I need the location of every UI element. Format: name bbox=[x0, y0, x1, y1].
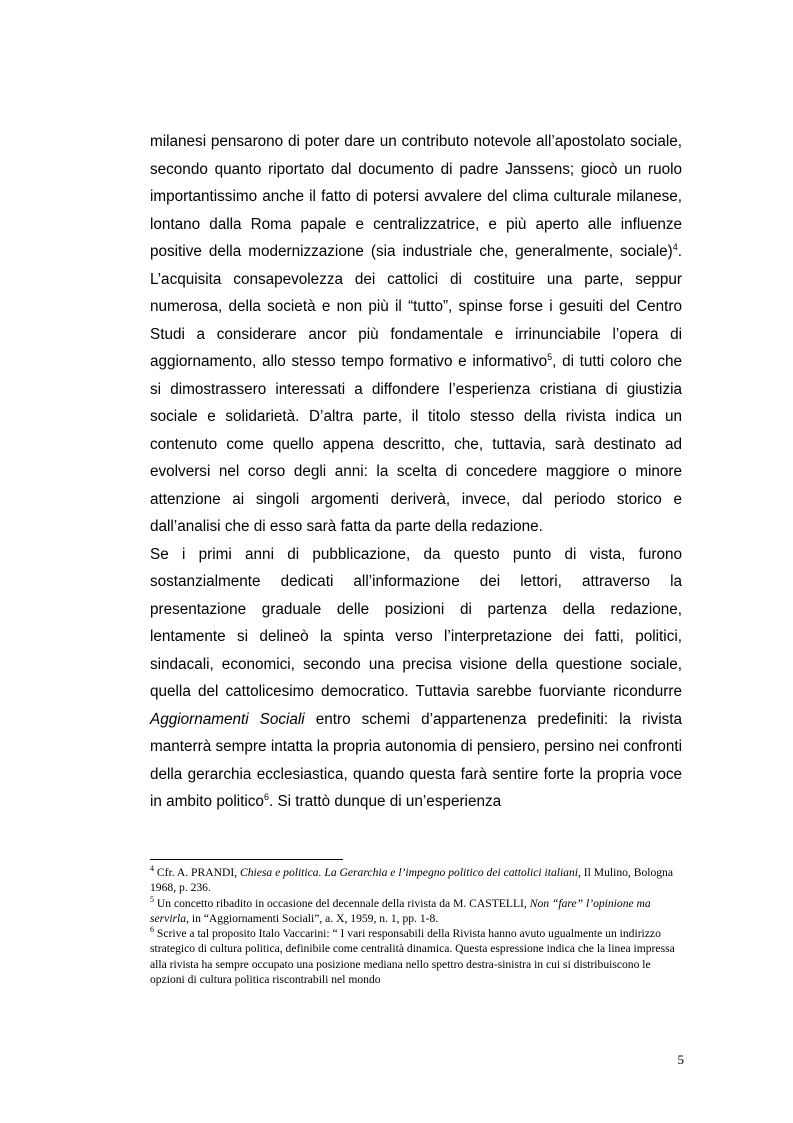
footnote-text: Cfr. A. PRANDI, bbox=[154, 866, 240, 879]
footnote-6 bbox=[150, 926, 685, 987]
footnotes bbox=[150, 865, 685, 987]
footnote-text: , Il Mulino, Bologna 1968, p. 236. bbox=[150, 866, 674, 895]
footnote-separator bbox=[150, 859, 343, 860]
footnote-book-title: Chiesa e politica. La Gerarchia e l’impegno politico dei cattolici italiani bbox=[240, 866, 578, 879]
paragraph-1-text-2: . L’acquisita consapevolezza dei cattolici di costituire una parte, seppur numerosa, della società e non più il “tutto”, spinse forse i gesuiti del Centro Studi a considerare ancor più fondamentale e irrinunciabile l’opera di aggiornamento, allo stesso tempo formativo e informativo bbox=[150, 243, 682, 370]
footnote-text: Un concetto ribadito in occasione del decennale della rivista da M. CASTELLI, bbox=[154, 896, 530, 910]
footnote-article-title: Non “fare” l’opinione ma servirla bbox=[150, 896, 651, 925]
footnote-number: 6 bbox=[150, 925, 154, 935]
journal-title: Aggiornamenti Sociali bbox=[150, 710, 305, 728]
paragraph-2-text-1: Se i primi anni di pubblicazione, da questo punto di vista, furono sostanzialmente dedicati all’informazione dei lettori, attraverso la presentazione graduale delle posizioni di partenza della redazione, lentamente si delineò la spinta verso l’interpretazione dei fatti, politici, sindacali, economici, secondo una precisa visione della questione sociale, quella del cattolicesimo democratico. Tuttavia sarebbe fuorviante ricondurre bbox=[150, 545, 682, 700]
footnote-text: Scrive a tal proposito Italo Vaccarini: “ I vari responsabili della Rivista hanno avuto ugualmente un indirizzo strategico di cultura politica, definibile come centralità dinamica. Questa espressione indica che la linea impressa alla rivista ha sempre occupato una posizione mediana nello spettro destra-sinistra in cui si distribuiscono le opzioni di cultura politica riscontrabili nel mondo bbox=[150, 927, 675, 987]
footnote-number: 5 bbox=[150, 894, 154, 904]
footnote-5 bbox=[150, 896, 685, 927]
paragraph-2-text-2: entro schemi d’appartenenza predefiniti: la rivista manterrà sempre intatta la propria autonomia di pensiero, persino nei confronti della gerarchia ecclesiastica, quando questa farà sentire forte la propria voce in ambito politico bbox=[150, 710, 682, 810]
footnote-text: , in “Aggiornamenti Sociali”, a. X, 1959, n. 1, pp. 1-8. bbox=[186, 911, 439, 925]
paragraph-2-text-3: . Si trattò dunque di un’esperienza bbox=[268, 793, 502, 810]
paragraph-2 bbox=[150, 541, 682, 816]
footnote-ref-4[interactable]: 4 bbox=[672, 241, 678, 252]
footnote-number: 4 bbox=[150, 864, 154, 874]
page-number: 5 bbox=[677, 1052, 684, 1067]
paragraph-1-text-1: milanesi pensarono di poter dare un contributo notevole all’apostolato sociale, secondo quanto riportato dal documento di padre Janssens; giocò un ruolo importantissimo anche il fatto di potersi avvalere del clima culturale milanese, lontano dalla Roma papale e centralizzatrice, e più aperto alle influenze positive della modernizzazione (sia industriale che, generalmente, sociale) bbox=[150, 133, 682, 260]
footnote-4 bbox=[150, 865, 685, 896]
paragraph-1 bbox=[150, 128, 682, 541]
footnote-ref-6[interactable]: 6 bbox=[263, 791, 269, 802]
paragraph-1-text-3: , di tutti coloro che si dimostrassero interessati a diffondere l’esperienza cristiana di giustizia sociale e solidarietà. D’altra parte, il titolo stesso della rivista indica un contenuto come quello appena descritto, che, tuttavia, sarà destinato ad evolversi nel corso degli anni: la scelta di concedere maggiore o minore attenzione ai singoli argomenti deriverà, invece, dal periodo storico e dall’analisi che di esso sarà fatta da parte della redazione. bbox=[150, 353, 683, 535]
main-text bbox=[150, 128, 682, 816]
footnote-ref-5[interactable]: 5 bbox=[547, 351, 553, 362]
